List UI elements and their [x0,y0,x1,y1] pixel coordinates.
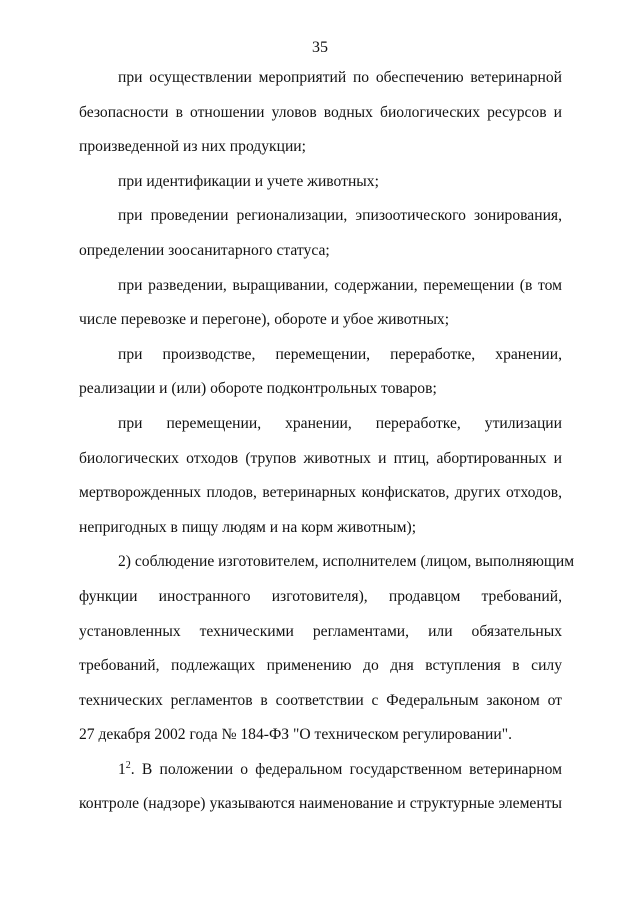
document-body [79,61,575,822]
text-line: безопасности в отношении уловов водных биологических ресурсов и [79,103,562,121]
text-line: при идентификации и учете животных; [118,172,379,190]
text-line: биологических отходов (трупов животных и птиц, абортированных и [79,449,562,467]
text-line: функции иностранного изготовителя), продавцом требований, [79,587,562,605]
clause-text: В положении о федеральном государственном ветеринарном [134,760,562,778]
text-line: требований, подлежащих применению до дня вступления в силу [79,657,562,675]
clause-number: 1 [118,760,126,778]
text-line: реализации и (или) обороте подконтрольных товаров; [79,380,437,398]
paragraph-veterinary-safety [79,61,562,165]
clause-superscript: 2 [125,759,131,771]
text-line: 2) соблюдение изготовителем, исполнителем (лицом, выполняющим [118,553,575,571]
text-line: мертворожденных плодов, ветеринарных конфискатов, других отходов, [79,484,562,502]
text-line: непригодных в пищу людям и на корм животным); [79,518,417,536]
text-line [79,753,562,788]
clause-number-suffix: . [130,760,135,778]
text-line: при перемещении, хранении, переработке, утилизации [118,414,562,432]
text-line: установленных техническими регламентами, или обязательных [79,622,562,640]
text-line: при производстве, перемещении, переработке, хранении, [118,345,562,363]
paragraph-biological-waste [79,407,562,545]
text-line: при разведении, выращивании, содержании, перемещении (в том [118,276,562,294]
text-line: числе перевозке и перегоне), обороте и убое животных; [79,311,450,329]
text-line: контроле (надзоре) указываются наименование и структурные элементы [79,795,562,813]
text-line: при осуществлении мероприятий по обеспечению ветеринарной [118,69,562,86]
paragraph-regionalization [79,199,562,268]
paragraph-controlled-goods [79,338,562,407]
paragraph-technical-regulations [79,545,575,753]
text-line: технических регламентов в соответствии с Федеральным законом от [79,691,562,709]
text-line: произведенной из них продукции; [79,138,306,156]
page-number: 35 [312,39,328,56]
text-line: при проведении регионализации, эпизоотического зонирования, [118,207,562,225]
text-line: определении зоосанитарного статуса; [79,241,330,259]
paragraph-animal-identification [79,165,562,200]
text-line: 27 декабря 2002 года № 184-ФЗ "О техническом регулировании". [79,726,512,744]
paragraph-regulation-provision [79,753,562,822]
paragraph-animal-breeding [79,269,562,338]
